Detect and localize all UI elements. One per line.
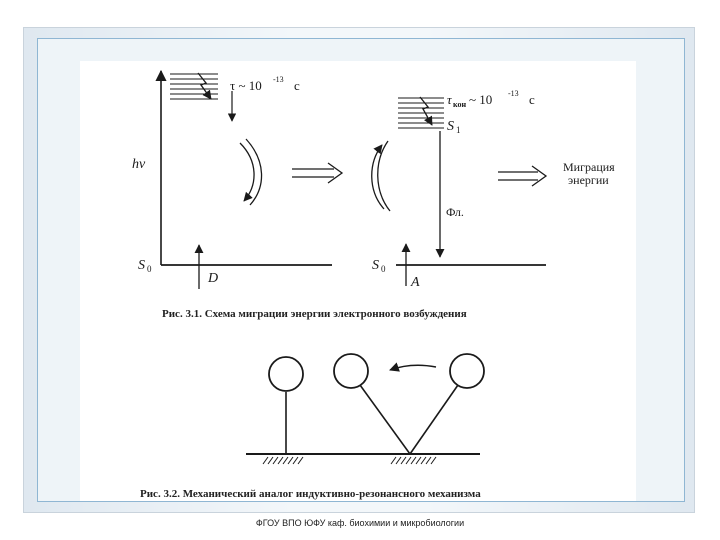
tau-donor-unit: с <box>294 78 300 93</box>
transfer-curve-down <box>240 143 254 201</box>
tau-donor-label: τ ~ 10 <box>230 78 262 93</box>
donor-label: D <box>208 271 219 286</box>
tau-acceptor-subscript: кон <box>453 100 467 109</box>
pendulum-rod-middle <box>360 385 410 454</box>
figure-illustration <box>80 61 636 501</box>
swing-arrow <box>390 365 436 370</box>
ground-hatching <box>263 457 436 464</box>
migration-label-line2: энергии <box>568 173 609 187</box>
ground-state-acceptor-subscript: 0 <box>381 264 386 274</box>
figure-panel <box>80 61 636 501</box>
photon-energy-label: hν <box>132 157 146 172</box>
acceptor-energy-scheme <box>372 89 546 290</box>
migration-double-arrow <box>498 166 546 186</box>
ground-state-acceptor-label: S <box>372 258 379 273</box>
figure-3-2-caption: Рис. 3.2. Механический аналог индуктивно-резонансного механизма <box>140 488 481 500</box>
acceptor-label: A <box>411 275 420 290</box>
tau-acceptor-symbol: τ <box>447 92 452 107</box>
pendulum-bob-left <box>269 357 303 391</box>
migration-label-line1: Миграция <box>563 160 615 174</box>
ground-state-donor-label: S <box>138 258 145 273</box>
tau-acceptor-exponent: -13 <box>508 89 519 98</box>
figure-3-1-caption: Рис. 3.1. Схема миграции энергии электронного возбуждения <box>162 308 467 320</box>
fluorescence-label: Фл. <box>446 205 464 219</box>
excited-state-subscript: 1 <box>456 125 461 135</box>
slide-footer: ФГОУ ВПО ЮФУ каф. биохимии и микробиологии <box>255 518 465 528</box>
ground-state-donor-subscript: 0 <box>147 264 152 274</box>
donor-energy-scheme <box>132 71 332 289</box>
relaxation-zigzag-acceptor <box>420 97 432 125</box>
relaxation-zigzag-donor <box>198 73 211 99</box>
mechanical-analogue <box>246 354 484 464</box>
transfer-double-arrow <box>292 163 342 183</box>
tau-acceptor-label: ~ 10 <box>469 92 493 107</box>
pendulum-rod-right <box>410 385 458 454</box>
excited-state-label: S <box>447 119 454 134</box>
pendulum-bob-right <box>450 354 484 388</box>
tau-acceptor-unit: с <box>529 92 535 107</box>
pendulum-bob-middle <box>334 354 368 388</box>
excited-sublevels-donor <box>170 74 218 99</box>
tau-donor-exponent: -13 <box>273 75 284 84</box>
excited-sublevels-acceptor <box>398 98 444 128</box>
